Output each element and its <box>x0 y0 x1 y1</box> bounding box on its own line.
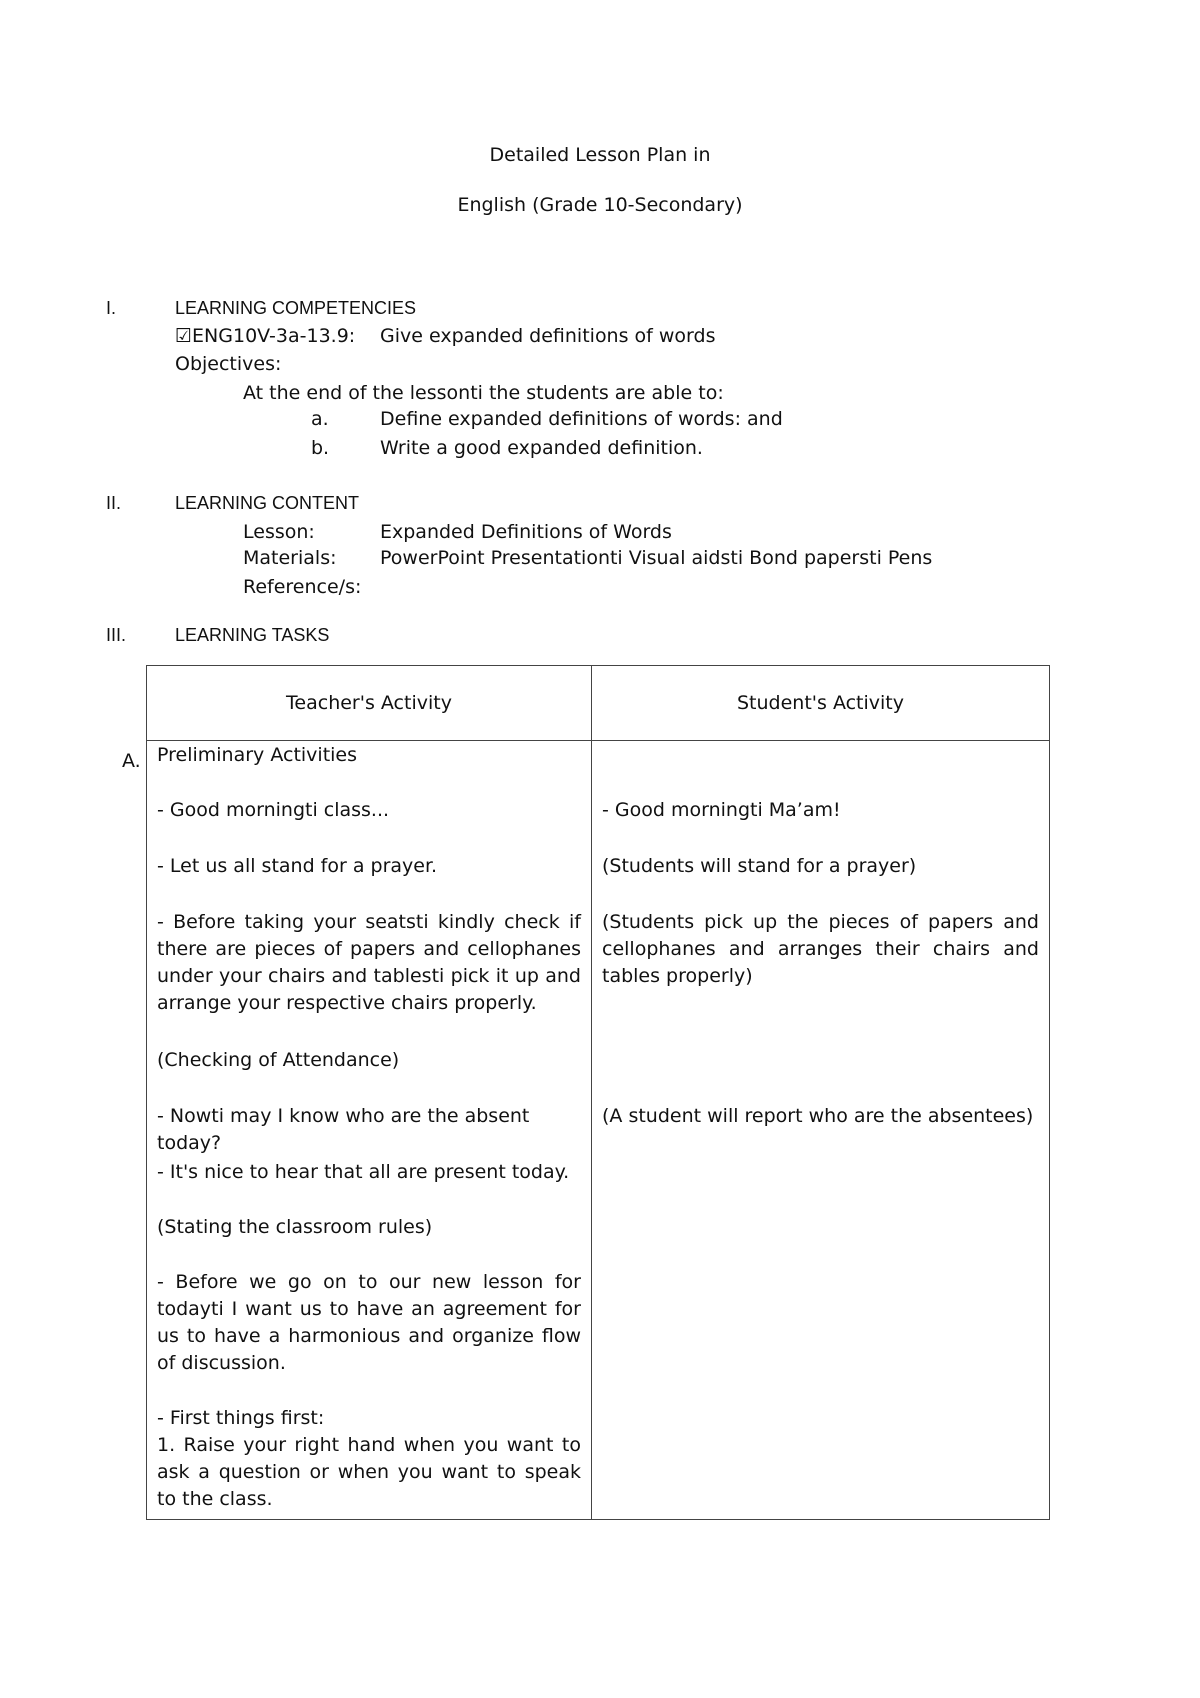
teacher-line: 1. Raise your right hand when you want to ask a question or when you want to speak to the class. <box>157 1434 581 1510</box>
teacher-line: - Let us all stand for a prayer. <box>157 855 438 877</box>
reference-label: Reference/s: <box>243 576 362 598</box>
section-2-heading: LEARNING CONTENT <box>175 493 360 513</box>
objective-letter: b. <box>311 437 330 459</box>
section-3-numeral: III. <box>106 625 127 645</box>
competency-text: Give expanded definitions of words <box>380 325 716 347</box>
document-title: Detailed Lesson Plan in <box>489 144 711 166</box>
objective-text: Write a good expanded definition. <box>380 437 703 459</box>
section-2-numeral: II. <box>106 493 122 513</box>
section-1-heading: LEARNING COMPETENCIES <box>175 298 417 318</box>
table-row <box>147 741 1050 1520</box>
objective-letter: a. <box>311 408 329 430</box>
section-3-heading: LEARNING TASKS <box>175 625 330 645</box>
student-activity-cell <box>592 741 1050 1520</box>
teacher-line: (Stating the classroom rules) <box>157 1216 433 1238</box>
teacher-activity-cell <box>122 741 592 1520</box>
teacher-line: Preliminary Activities <box>157 744 358 766</box>
teacher-line: - Good morningti class... <box>157 799 390 821</box>
student-line: (Students pick up the pieces of papers and cellophanes and arranges their chairs and tables properly) <box>602 911 1039 987</box>
student-line: - Good morningti Ma’am! <box>602 799 841 821</box>
competency-code: ☑ENG10V-3a-13.9: <box>175 325 356 347</box>
lesson-label: Lesson: <box>243 521 315 543</box>
section-1-numeral: I. <box>106 298 117 318</box>
teacher-line: - Nowti may I know who are the absent today? <box>157 1105 530 1154</box>
materials-label: Materials: <box>243 547 337 569</box>
teacher-line: (Checking of Attendance) <box>157 1049 400 1071</box>
table-header-row <box>147 666 1050 741</box>
row-label: A. <box>122 750 141 772</box>
student-line: (A student will report who are the absentees) <box>602 1105 1034 1127</box>
lesson-value: Expanded Definitions of Words <box>380 521 672 543</box>
student-activity-header: Student's Activity <box>592 666 1050 741</box>
teacher-line: - It's nice to hear that all are present today. <box>157 1161 570 1183</box>
learning-tasks-table <box>122 665 1050 1520</box>
teacher-line: - Before we go on to our new lesson for todayti I want us to have an agreement for us to have a harmonious and organize flow of discussion. <box>157 1271 581 1374</box>
document-subtitle: English (Grade 10-Secondary) <box>457 194 743 216</box>
objective-text: Define expanded definitions of words: and <box>380 408 783 430</box>
objectives-label: Objectives: <box>175 353 282 375</box>
teacher-activity-header: Teacher's Activity <box>147 666 592 741</box>
teacher-line: - Before taking your seatsti kindly check if there are pieces of papers and cellophanes under your chairs and tablesti pick it up and arrange your respective chairs properly. <box>157 911 581 1014</box>
objectives-intro: At the end of the lessonti the students are able to: <box>243 382 724 404</box>
materials-value: PowerPoint Presentationti Visual aidsti Bond papersti Pens <box>380 547 933 569</box>
student-line: (Students will stand for a prayer) <box>602 855 917 877</box>
teacher-line: - First things first: <box>157 1407 325 1429</box>
